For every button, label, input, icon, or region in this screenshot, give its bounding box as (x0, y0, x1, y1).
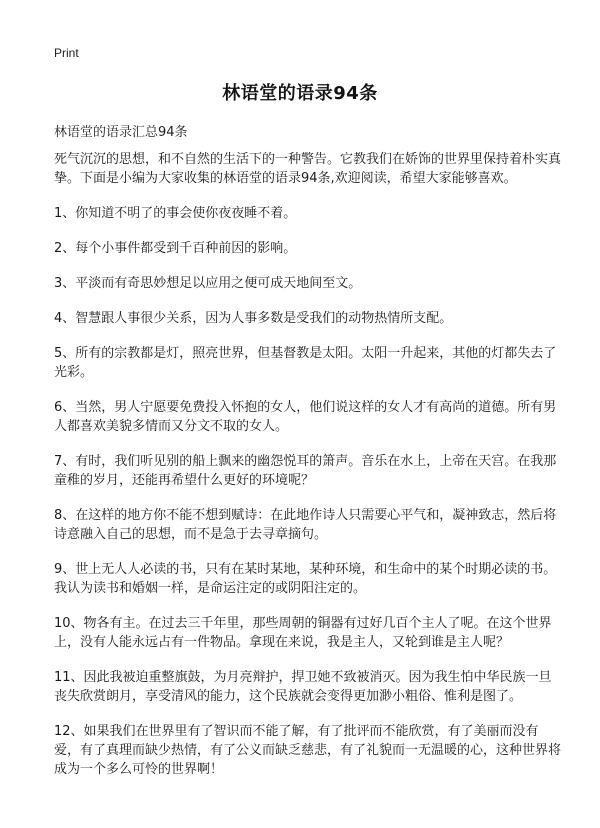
intro-paragraph: 死气沉沉的思想，和不自然的生活下的一种警告。它教我们在娇饰的世界里保持着朴实真挚。下面是小编为大家收集的林语堂的语录94条,欢迎阅读，希望大家能够喜欢。 (54, 152, 562, 186)
quote-item: 8、在这样的地方你不能不想到赋诗：在此地作诗人只需要心平气和，凝神致志，然后将诗意融入自己的思想，而不是急于去寻章摘句。 (54, 508, 557, 542)
quote-item: 1、你知道不明了的事会使你夜夜睡不着。 (54, 206, 297, 221)
quote-item: 5、所有的宗教都是灯，照亮世界，但基督教是太阳。太阳一升起来，其他的灯都失去了光彩。 (54, 346, 557, 380)
print-link[interactable]: Print (54, 46, 79, 60)
quote-item: 7、有时，我们听见别的船上飘来的幽怨悦耳的箫声。音乐在水上，上帝在天宫。在我那童稚的岁月，还能再希望什么更好的环境呢？ (54, 454, 557, 488)
article-body (54, 150, 562, 795)
quote-item: 9、世上无人人必读的书，只有在某时某地，某种环境，和生命中的某个时期必读的书。我认为读书和婚姻一样，是命运注定的或阴阳注定的。 (54, 562, 557, 596)
quote-item: 10、物各有主。在过去三千年里，那些周朝的铜器有过好几百个主人了呢。在这个世界上，没有人能永远占有一件物品。拿现在来说，我是主人，又轮到谁是主人呢？ (54, 616, 552, 650)
quote-item: 4、智慧跟人事很少关系，因为人事多数是受我们的动物热情所支配。 (54, 311, 453, 326)
quote-item: 2、每个小事件都受到千百种前因的影响。 (54, 241, 297, 256)
quote-item: 6、当然，男人宁愿要免费投入怀抱的女人，他们说这样的女人才有高尚的道德。所有男人都喜欢美貌多情而又分文不取的女人。 (54, 400, 557, 434)
quote-item: 11、因此我被迫重整旗鼓，为月亮辩护，捍卫她不致被消灭。因为我生怕中华民族一旦丧失欣赏朗月，享受清风的能力，这个民族就会变得更加渺小粗俗、惟利是图了。 (54, 670, 552, 704)
quote-item: 3、平淡而有奇思妙想足以应用之便可成天地间至文。 (54, 276, 362, 291)
page-subtitle: 林语堂的语录汇总94条 (54, 125, 188, 140)
page-title: 林语堂的语录94条 (222, 83, 378, 104)
quote-item: 12、如果我们在世界里有了智识而不能了解，有了批评而不能欣赏，有了美丽而没有爱，有了真理而缺少热情，有了公义而缺乏慈悲，有了礼貌而一无温暖的心，这种世界将成为一个多么可怜的世界啊！ (54, 724, 562, 777)
